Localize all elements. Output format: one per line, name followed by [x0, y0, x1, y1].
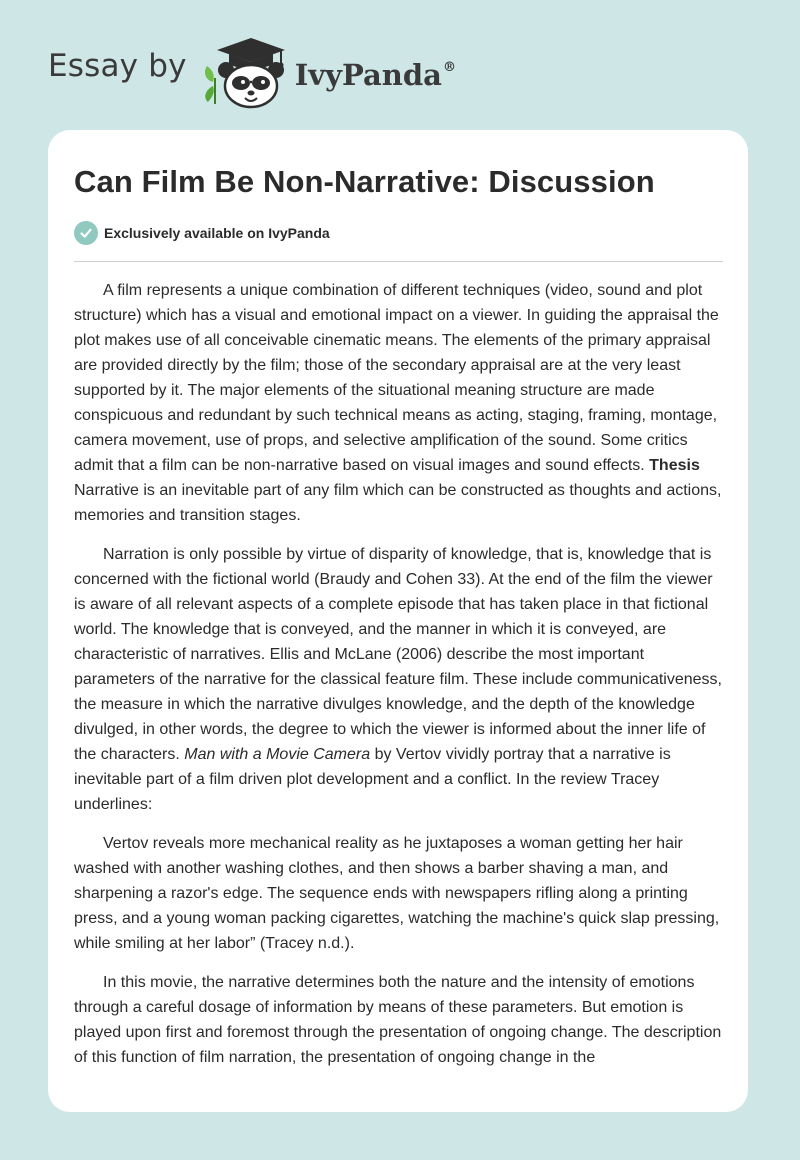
site-header	[48, 34, 456, 110]
paragraph-3-quote: Vertov reveals more mechanical reality as he juxtaposes a woman getting her hair washed with another washing clothes, and then shows a barber shaving a man, and sharpening a razor's edge. The sequence ends with newspapers rifling along a printing press, and a young woman packing cigarettes, watching the machine's quick slap pressing, while smiling at her labor” (Tracey n.d.).	[74, 835, 720, 952]
film-title: Man with a Movie Camera	[184, 746, 371, 763]
brand-name: IvyPanda®	[294, 58, 456, 92]
essay-body	[74, 278, 724, 1084]
divider	[74, 261, 723, 262]
check-circle-icon	[74, 221, 98, 245]
exclusive-badge	[74, 221, 330, 245]
thesis-label: Thesis	[649, 457, 700, 474]
exclusive-label: Exclusively available on IvyPanda	[104, 225, 330, 241]
registered-mark: ®	[442, 60, 456, 75]
panda-graduate-icon	[199, 34, 291, 110]
essay-card	[48, 130, 748, 1112]
essay-by-label: Essay by	[48, 48, 187, 84]
paragraph-4: In this movie, the narrative determines both the nature and the intensity of emotions through a careful dosage of information by means of these parameters. But emotion is played upon first and foremost through the presentation of ongoing change. The description of this function of film narration, the presentation of ongoing change in the	[74, 974, 722, 1066]
paragraph-2: Narration is only possible by virtue of disparity of knowledge, that is, knowledge that is concerned with the fictional world (Braudy and Cohen 33). At the end of the film the viewer is aware of all relevant aspects of a complete episode that has taken place in that fictional world. The knowledge that is conveyed, and the manner in which it is conveyed, are characteristic of narratives. Ellis and McLane (2006) describe the most important parameters of the narrative for the classical feature film. These include communicativeness, the measure in which the narrative divulges knowledge, and the depth of the knowledge divulged, in other words, the degree to which the viewer is informed about the inner life of the characters. Man with a Movie Camera by Vertov vividly portray that a narrative is inevitable part of a film driven plot development and a conflict. In the review Tracey underlines:	[74, 546, 722, 813]
page-title: Can Film Be Non-Narrative: Discussion	[74, 164, 655, 199]
paragraph-1: A film represents a unique combination of different techniques (video, sound and plot structure) which has a visual and emotional impact on a viewer. In guiding the appraisal the plot makes use of all conceivable cinematic means. The elements of the primary appraisal are provided directly by the film; those of the secondary appraisal are at the very least supported by it. The major elements of the situational meaning structure are made conspicuous and redundant by such technical means as acting, staging, framing, montage, camera movement, use of props, and selective amplification of the sound. Some critics admit that a film can be non-narrative based on visual images and sound effects. Thesis Narrative is an inevitable part of any film which can be constructed as thoughts and actions, memories and transition stages.	[74, 282, 722, 524]
